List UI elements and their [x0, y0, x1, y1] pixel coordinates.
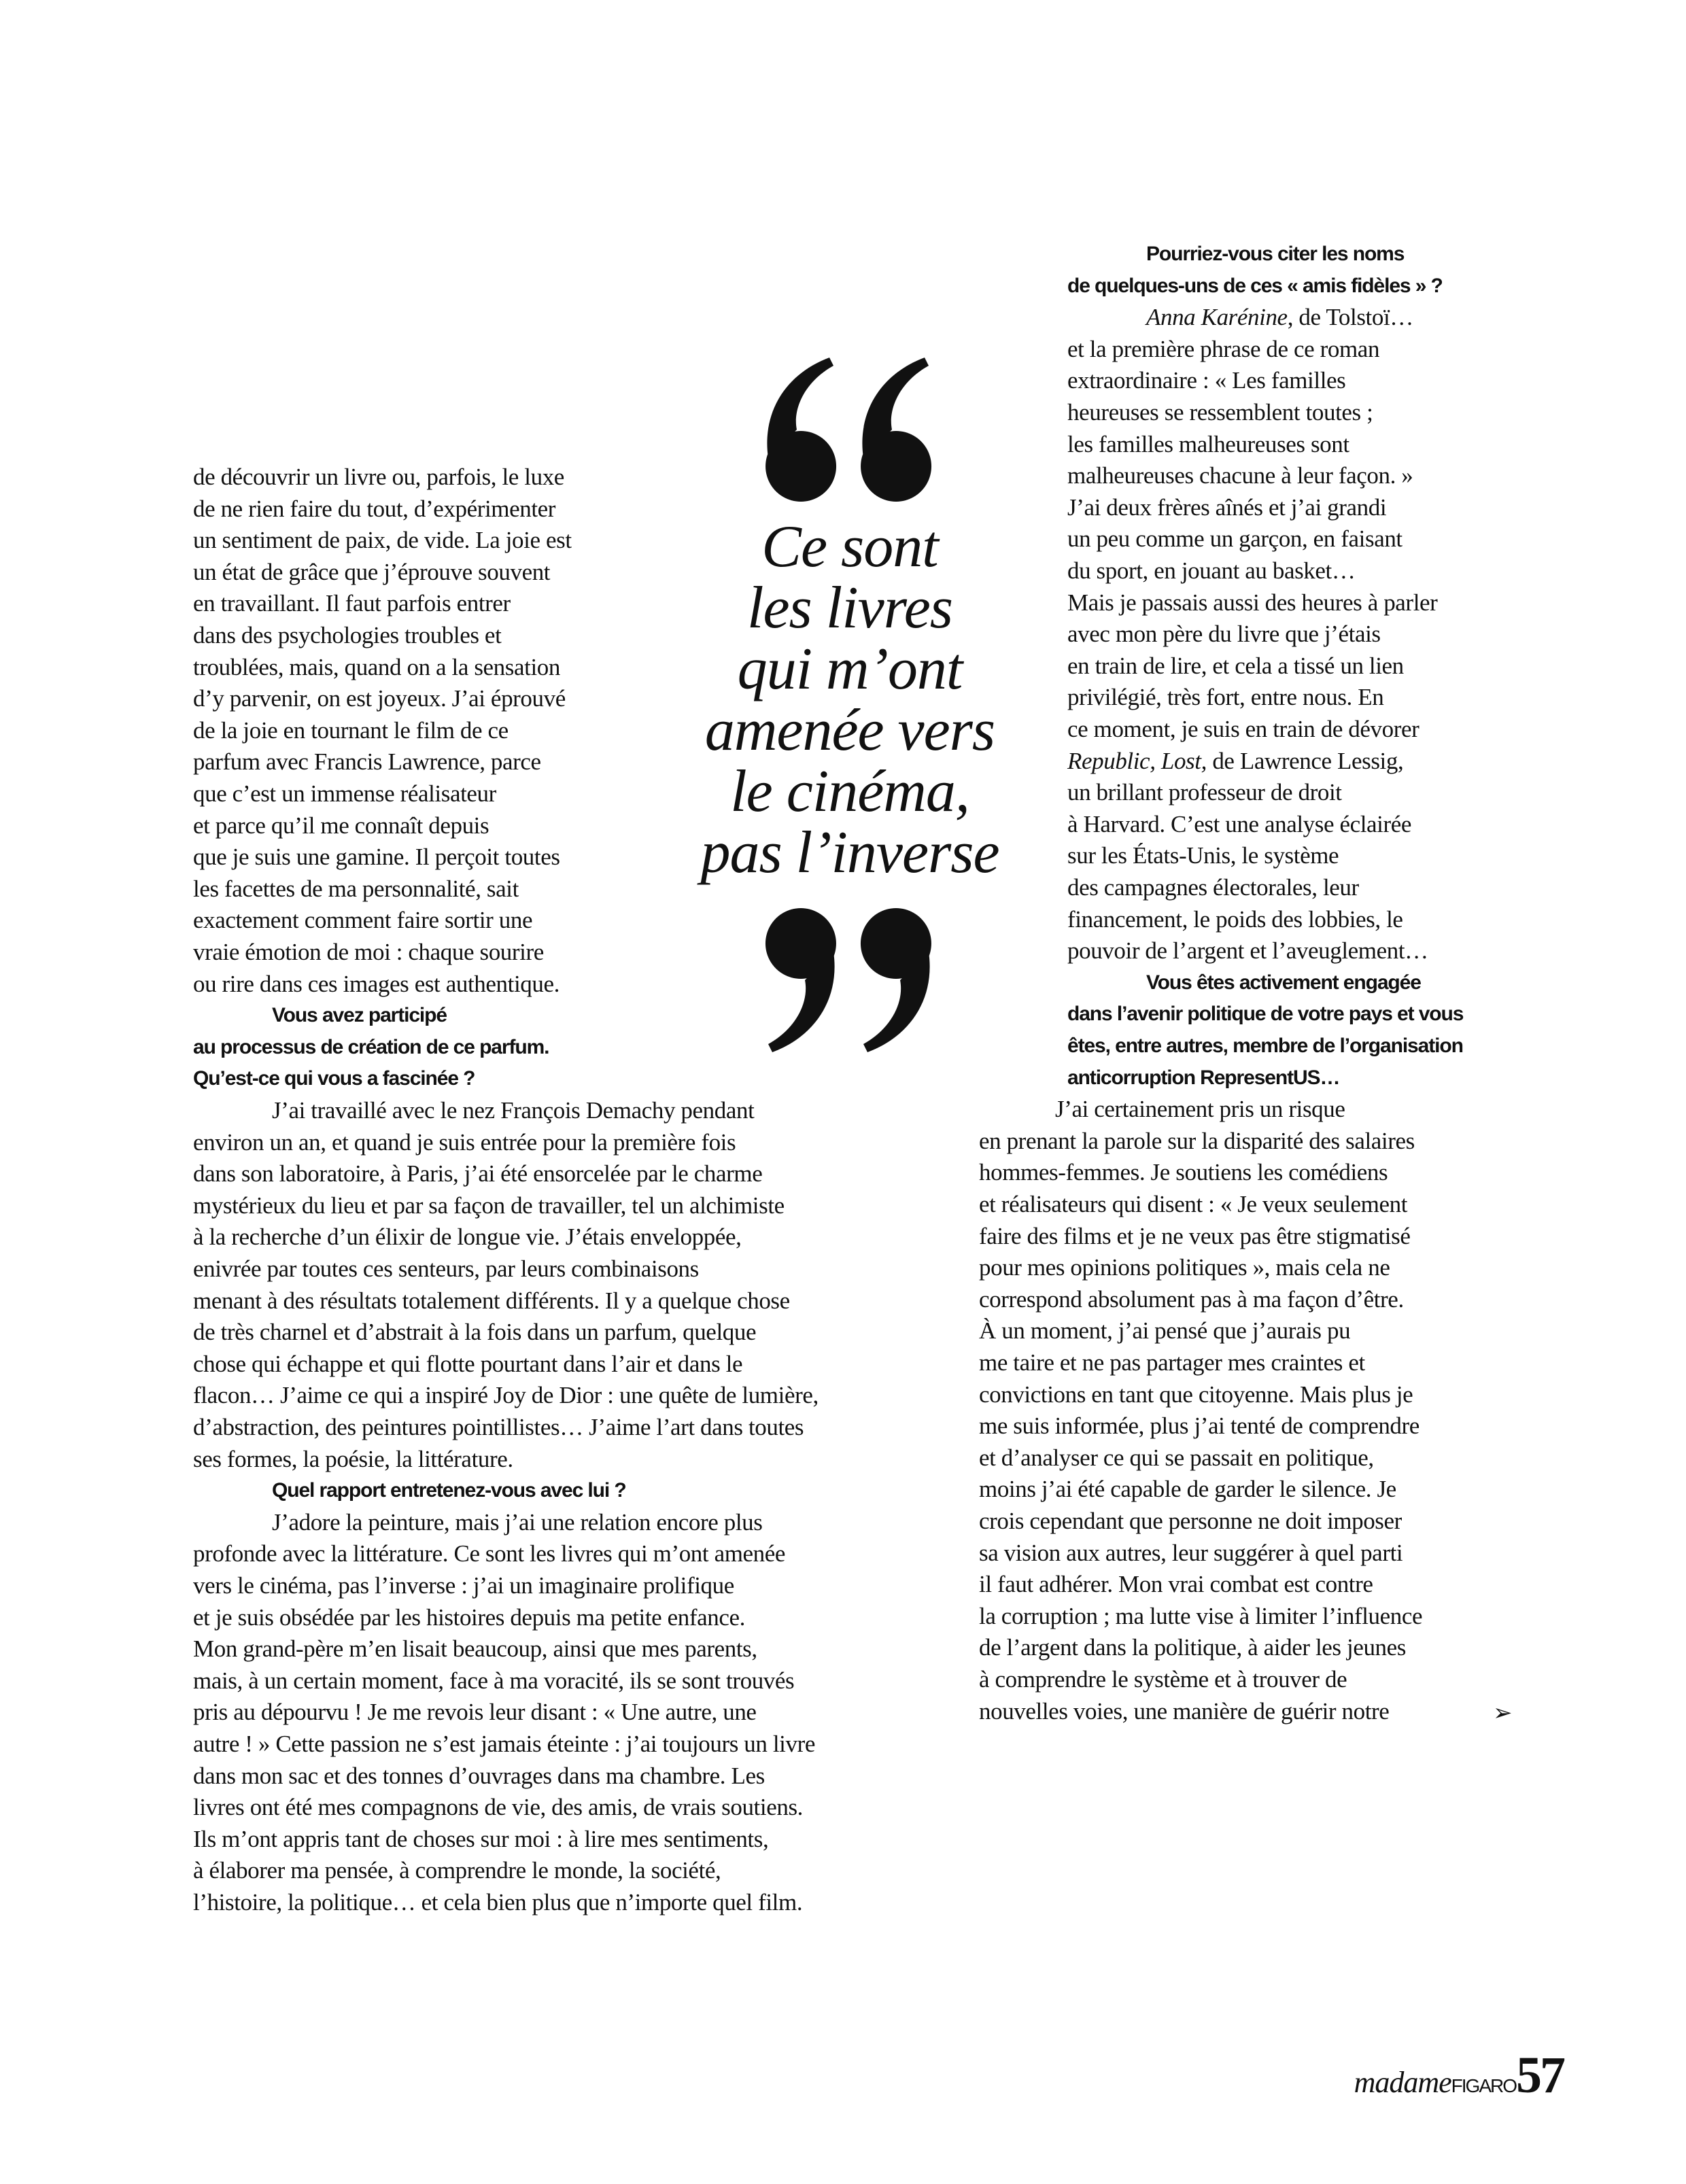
- interview-answer-line: crois cependant que personne ne doit imposer: [979, 1508, 1402, 1534]
- interview-answer-line: un peu comme un garçon, en faisant: [1067, 525, 1403, 553]
- interview-question-line: êtes, entre autres, membre de l’organisation: [1067, 1035, 1463, 1057]
- interview-answer-line: malheureuses chacune à leur façon. »: [1067, 462, 1413, 489]
- interview-answer-line: et d’analyser ce qui se passait en politique,: [979, 1444, 1374, 1471]
- interview-question-line: anticorruption RepresentUS…: [1067, 1066, 1340, 1089]
- interview-answer-line: de très charnel et d’abstrait à la fois dans un parfum, quelque: [193, 1319, 757, 1346]
- pull-quote-line: les livres: [747, 575, 952, 641]
- interview-answer-line: un brillant professeur de droit: [1067, 779, 1342, 806]
- interview-answer-line: J’adore la peinture, mais j’ai une relation encore plus: [272, 1508, 763, 1536]
- book-title: Republic, Lost,: [1067, 747, 1207, 774]
- interview-answer-line: flacon… J’aime ce qui a inspiré Joy de Dior : une quête de lumière,: [193, 1382, 819, 1409]
- interview-answer-line: de la joie en tournant le film de ce: [193, 716, 509, 744]
- interview-answer-line: pris au dépourvu ! Je me revois leur disant : « Une autre, une: [193, 1699, 757, 1726]
- pull-quote-line: pas l’inverse: [700, 820, 999, 886]
- interview-answer-line: à comprendre le système et à trouver de: [979, 1666, 1347, 1693]
- interview-answer-line: Ils m’ont appris tant de choses sur moi : à lire mes sentiments,: [193, 1825, 769, 1852]
- pull-quote-line: amenée vers: [704, 697, 995, 763]
- interview-answer-line: nouvelles voies, une manière de guérir notre: [979, 1697, 1390, 1724]
- interview-answer-line: et la première phrase de ce roman: [1067, 335, 1380, 362]
- interview-answer-line: exactement comment faire sortir une: [193, 907, 533, 934]
- interview-answer-line: heureuses se ressemblent toutes ;: [1067, 399, 1373, 426]
- interview-answer-line: troublées, mais, quand on a la sensation: [193, 653, 560, 680]
- interview-answer-line: vers le cinéma, pas l’inverse : j’ai un imaginaire prolifique: [193, 1572, 734, 1599]
- interview-answer-line: correspond absolument pas à ma façon d’être.: [979, 1285, 1404, 1313]
- interview-answer-line: [1146, 302, 1413, 334]
- interview-answer-line: à Harvard. C’est une analyse éclairée: [1067, 810, 1412, 837]
- interview-answer-line: ou rire dans ces images est authentique.: [193, 970, 560, 997]
- interview-answer-line: avec mon père du livre que j’étais: [1067, 621, 1381, 648]
- interview-answer-line: autre ! » Cette passion ne s’est jamais éteinte : j’ai toujours un livre: [193, 1731, 815, 1757]
- interview-answer-line: À un moment, j’ai pensé que j’aurais pu: [979, 1317, 1351, 1345]
- interview-answer-line: menant à des résultats totalement différents. Il y a quelque chose: [193, 1287, 790, 1314]
- pull-quote: [646, 514, 1054, 886]
- interview-answer-line: en prenant la parole sur la disparité des salaires: [979, 1127, 1415, 1154]
- interview-answer-line: ce moment, je suis en train de dévorer: [1067, 716, 1420, 742]
- interview-answer-line: environ un an, et quand je suis entrée pour la première fois: [193, 1128, 736, 1156]
- interview-answer-line: en train de lire, et cela a tissé un lien: [1067, 652, 1404, 679]
- interview-answer-line: du sport, en jouant au basket…: [1067, 557, 1356, 584]
- interview-answer-line: me taire et ne pas partager mes craintes et: [979, 1349, 1365, 1376]
- page-footer: [1354, 2046, 1564, 2105]
- interview-question-line: au processus de création de ce parfum.: [193, 1035, 549, 1058]
- interview-answer-line: chose qui échappe et qui flotte pourtant dans l’air et dans le: [193, 1350, 743, 1377]
- interview-answer-line: Mon grand-père m’en lisait beaucoup, ainsi que mes parents,: [193, 1635, 757, 1663]
- interview-question-line: de quelques-uns de ces « amis fidèles » ?: [1067, 274, 1443, 297]
- interview-answer-line: moins j’ai été capable de garder le silence. Je: [979, 1476, 1396, 1503]
- interview-answer-line: Mais je passais aussi des heures à parler: [1067, 589, 1438, 616]
- interview-answer-line: à la recherche d’un élixir de longue vie. J’étais enveloppée,: [193, 1224, 742, 1251]
- interview-answer-line: les facettes de ma personnalité, sait: [193, 875, 519, 902]
- interview-answer-line: sur les États-Unis, le système: [1067, 842, 1339, 869]
- interview-answer-line: de l’argent dans la politique, à aider les jeunes: [979, 1634, 1407, 1661]
- interview-answer-line: de découvrir un livre ou, parfois, le luxe: [193, 464, 564, 490]
- pull-quote-line: le cinéma,: [730, 759, 969, 825]
- interview-answer-line: profonde avec la littérature. Ce sont les livres qui m’ont amenée: [193, 1540, 786, 1567]
- open-quote-mark-icon: [760, 356, 941, 506]
- interview-question-line: Qu’est-ce qui vous a fascinée ?: [193, 1067, 475, 1090]
- interview-answer-line: pour mes opinions politiques », mais cela ne: [979, 1254, 1390, 1281]
- interview-answer-line: d’abstraction, des peintures pointillistes… J’aime l’art dans toutes: [193, 1414, 804, 1440]
- interview-answer-line: faire des films et je ne veux pas être stigmatisé: [979, 1222, 1411, 1249]
- interview-answer-line: [1067, 746, 1403, 778]
- interview-answer-line: et je suis obsédée par les histoires depuis ma petite enfance.: [193, 1604, 746, 1631]
- interview-answer-line: J’ai travaillé avec le nez François Demachy pendant: [272, 1097, 755, 1124]
- page-number: 57: [1516, 2047, 1564, 2104]
- interview-answer-line: financement, le poids des lobbies, le: [1067, 905, 1403, 933]
- interview-answer-line: livres ont été mes compagnons de vie, des amis, de vrais soutiens.: [193, 1794, 804, 1821]
- interview-answer-line: l’histoire, la politique… et cela bien plus que n’importe quel film.: [193, 1889, 803, 1916]
- interview-question-line: dans l’avenir politique de votre pays et vous: [1067, 1003, 1464, 1026]
- interview-answer-line: mystérieux du lieu et par sa façon de travailler, tel un alchimiste: [193, 1192, 785, 1219]
- brand-logo-madame: madame: [1354, 2066, 1451, 2099]
- line-text: de Lawrence Lessig,: [1206, 747, 1404, 774]
- interview-answer-line: dans son laboratoire, à Paris, j’ai été ensorcelée par le charme: [193, 1160, 763, 1188]
- interview-answer-line: un état de grâce que j’éprouve souvent: [193, 558, 551, 585]
- interview-answer-line: il faut adhérer. Mon vrai combat est contre: [979, 1571, 1373, 1598]
- interview-answer-line: que je suis une gamine. Il perçoit toutes: [193, 844, 560, 871]
- interview-answer-line: d’y parvenir, on est joyeux. J’ai éprouvé: [193, 685, 566, 712]
- interview-answer-line: un sentiment de paix, de vide. La joie est: [193, 527, 572, 554]
- interview-answer-line: en travaillant. Il faut parfois entrer: [193, 590, 511, 617]
- interview-answer-line: dans des psychologies troubles et: [193, 622, 502, 648]
- interview-answer-line: dans mon sac et des tonnes d’ouvrages dans ma chambre. Les: [193, 1762, 765, 1789]
- interview-answer-line: mais, à un certain moment, face à ma voracité, ils se sont trouvés: [193, 1667, 795, 1694]
- interview-answer-line: extraordinaire : « Les familles: [1067, 367, 1346, 394]
- interview-answer-line: parfum avec Francis Lawrence, parce: [193, 748, 541, 776]
- interview-answer-line: de ne rien faire du tout, d’expérimenter: [193, 495, 556, 522]
- interview-answer-line: les familles malheureuses sont: [1067, 430, 1349, 457]
- interview-answer-line: pouvoir de l’argent et l’aveuglement…: [1067, 937, 1428, 965]
- close-quote-mark-icon: [760, 904, 941, 1054]
- interview-answer-line: et parce qu’il me connaît depuis: [193, 812, 489, 839]
- interview-answer-line: des campagnes électorales, leur: [1067, 874, 1359, 901]
- interview-answer-line: vraie émotion de moi : chaque sourire: [193, 939, 544, 965]
- interview-answer-line: sa vision aux autres, leur suggérer à quel parti: [979, 1539, 1403, 1566]
- interview-question-line: Pourriez-vous citer les noms: [1146, 243, 1405, 265]
- brand-logo-figaro: FIGARO: [1451, 2075, 1516, 2096]
- pull-quote-line: Ce sont: [761, 514, 938, 580]
- interview-answer-line: ses formes, la poésie, la littérature.: [193, 1445, 513, 1472]
- interview-answer-line: et réalisateurs qui disent : « Je veux seulement: [979, 1191, 1408, 1217]
- interview-question-line: Vous avez participé: [272, 1004, 447, 1027]
- interview-answer-line: privilégié, très fort, entre nous. En: [1067, 684, 1384, 711]
- interview-answer-line: J’ai certainement pris un risque: [1055, 1096, 1345, 1123]
- interview-answer-line: hommes-femmes. Je soutiens les comédiens: [979, 1159, 1388, 1186]
- interview-question-line: Vous êtes activement engagée: [1146, 971, 1421, 994]
- interview-answer-line: convictions en tant que citoyenne. Mais plus je: [979, 1381, 1413, 1408]
- interview-answer-line: J’ai deux frères aînés et j’ai grandi: [1067, 493, 1387, 521]
- book-title: Anna Karénine: [1146, 304, 1288, 331]
- pull-quote-line: qui m’ont: [737, 636, 963, 702]
- interview-question-line: Quel rapport entretenez-vous avec lui ?: [272, 1479, 626, 1502]
- line-text: , de Tolstoï…: [1287, 304, 1413, 331]
- interview-answer-line: enivrée par toutes ces senteurs, par leurs combinaisons: [193, 1255, 699, 1282]
- interview-answer-line: à élaborer ma pensée, à comprendre le monde, la société,: [193, 1857, 721, 1884]
- arrow-right-icon: ➢: [1493, 1699, 1513, 1727]
- interview-answer-line: la corruption ; ma lutte vise à limiter l’influence: [979, 1602, 1423, 1629]
- interview-answer-line: que c’est un immense réalisateur: [193, 780, 496, 807]
- interview-answer-line: me suis informée, plus j’ai tenté de comprendre: [979, 1412, 1420, 1440]
